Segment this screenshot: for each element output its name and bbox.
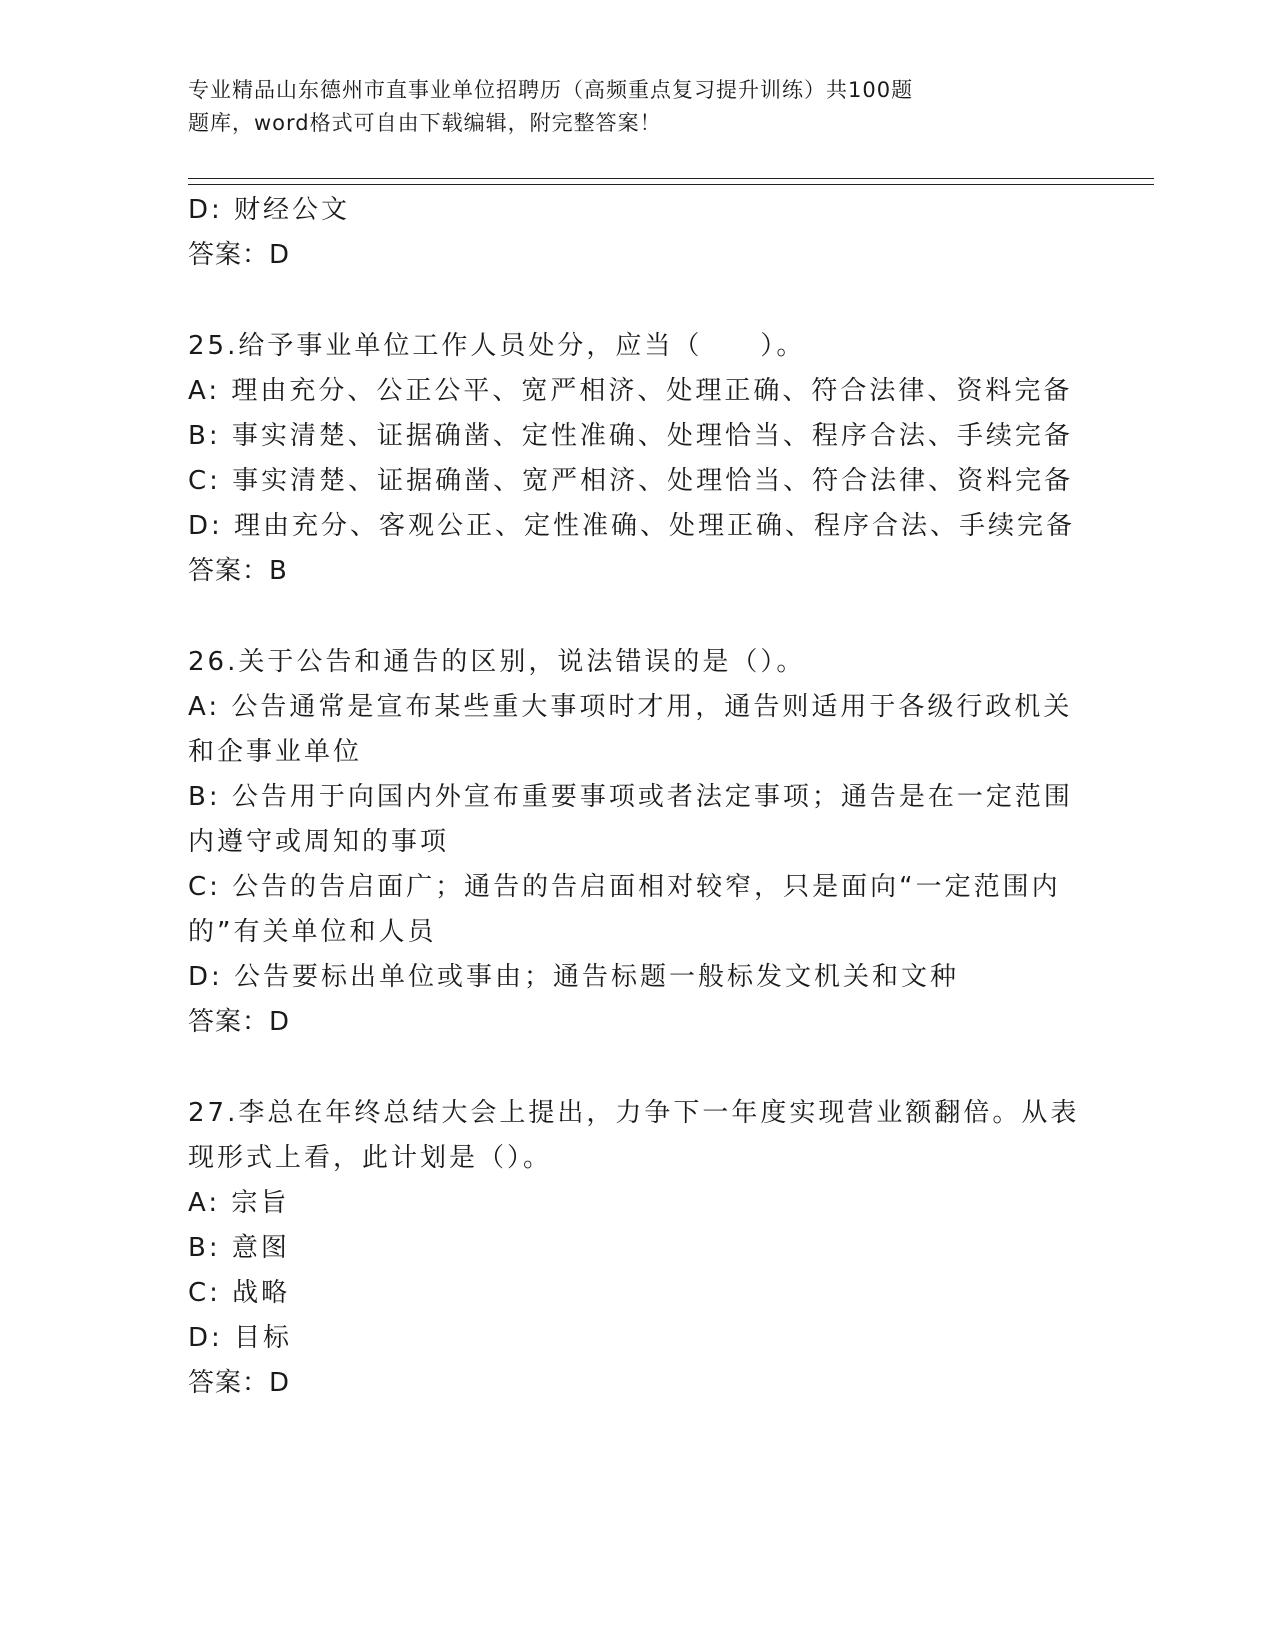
prev-option-d: D: 财经公文 [188,195,351,225]
question-27-title-line-2: 现形式上看，此计划是（）。 [188,1143,553,1173]
question-26-option-c-line-1: C: 公告的告启面广；通告的告启面相对较窄，只是面向“一定范围内 [188,872,1061,902]
question-27 [188,1091,1088,1406]
spacer [188,594,1088,640]
document-header [188,74,1018,140]
question-27-answer: 答案：D [188,1368,291,1398]
header-title-line-2: 题库，word格式可自由下载编辑，附完整答案！ [188,111,662,135]
question-25 [188,324,1088,594]
question-27-option-d: D: 目标 [188,1323,293,1353]
question-25-option-b: B: 事实清楚、证据确凿、定性准确、处理恰当、程序合法、手续完备 [188,421,1073,451]
header-divider-top [188,178,1154,179]
spacer [188,278,1088,324]
question-25-answer: 答案：B [188,556,288,586]
question-27-option-c: C: 战略 [188,1278,291,1308]
question-25-option-a: A: 理由充分、公正公平、宽严相济、处理正确、符合法律、资料完备 [188,376,1073,406]
header-divider-bottom [188,184,1154,185]
question-27-option-a: A: 宗旨 [188,1188,290,1218]
question-25-option-d: D: 理由充分、客观公正、定性准确、处理正确、程序合法、手续完备 [188,511,1076,541]
question-26 [188,640,1088,1045]
question-26-answer: 答案：D [188,1007,291,1037]
question-25-option-c: C: 事实清楚、证据确凿、宽严相济、处理恰当、符合法律、资料完备 [188,466,1074,496]
question-27-option-b: B: 意图 [188,1233,290,1263]
question-26-title: 26.关于公告和通告的区别，说法错误的是（）。 [188,647,806,677]
prev-answer: 答案：D [188,240,291,270]
question-27-title-line-1: 27.李总在年终总结大会上提出，力争下一年度实现营业额翻倍。从表 [188,1098,1080,1128]
header-title-line-1: 专业精品山东德州市直事业单位招聘历（高频重点复习提升训练）共100题 [188,78,914,102]
spacer [188,1045,1088,1091]
question-26-option-c-line-2: 的”有关单位和人员 [188,917,437,947]
document-body [188,188,1088,1406]
question-26-option-b-line-1: B: 公告用于向国内外宣布重要事项或者法定事项；通告是在一定范围 [188,782,1073,812]
question-26-option-b-line-2: 内遵守或周知的事项 [188,827,450,857]
question-26-option-d: D: 公告要标出单位或事由；通告标题一般标发文机关和文种 [188,962,960,992]
question-25-title: 25.给予事业单位工作人员处分，应当（ ）。 [188,331,806,361]
question-26-option-a-line-1: A: 公告通常是宣布某些重大事项时才用，通告则适用于各级行政机关 [188,692,1073,722]
question-26-option-a-line-2: 和企事业单位 [188,737,363,767]
